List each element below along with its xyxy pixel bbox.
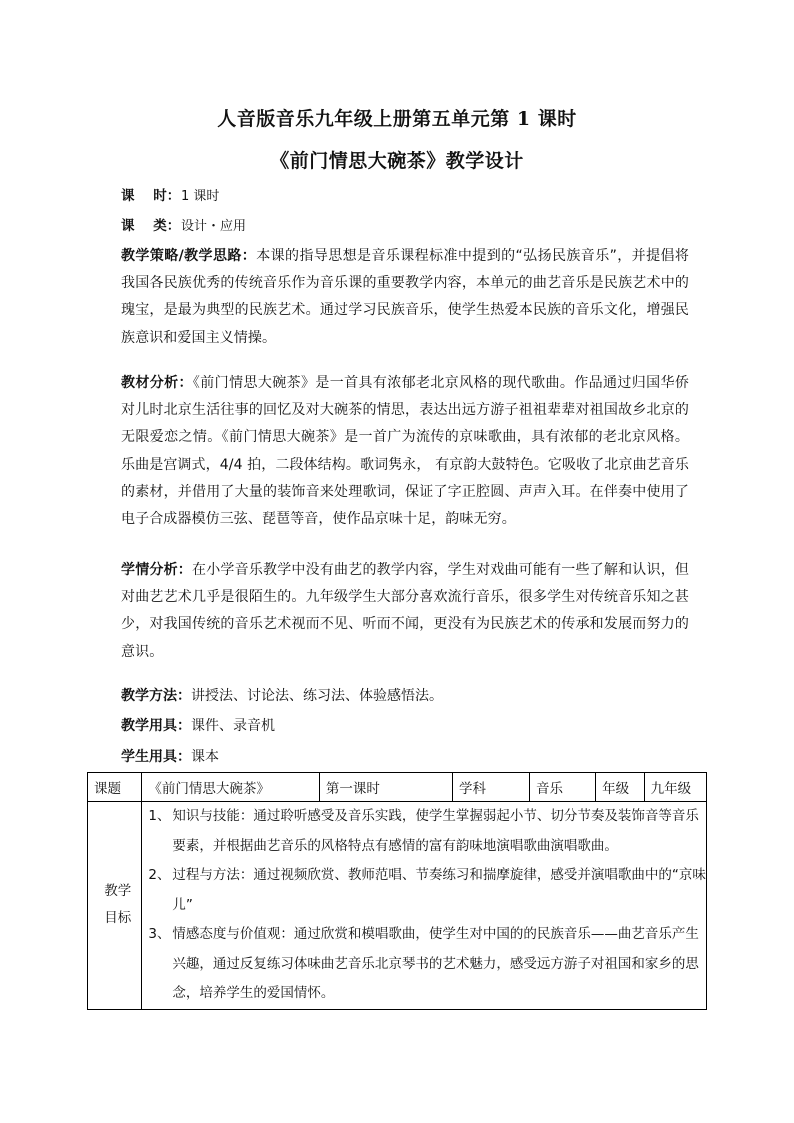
learners-section	[121, 557, 689, 666]
type-value: 设计・应用	[181, 219, 247, 234]
goals-label-cell	[88, 802, 142, 1010]
lesson-info-table	[87, 772, 707, 1010]
student-tools-label: 学生用具：	[121, 749, 191, 765]
tools-text: 课件、录音机	[191, 718, 275, 734]
methods-line	[121, 685, 443, 707]
topic-value-cell: 《前门情思大碗茶》	[142, 773, 320, 802]
methods-label: 教学方法：	[121, 688, 191, 704]
goal-number: 2、	[148, 867, 171, 883]
tools-line	[121, 715, 275, 737]
goal-item	[148, 802, 706, 861]
grade-value-cell: 九年级	[644, 773, 706, 802]
period-label: 课 时：	[121, 188, 181, 204]
table-row	[88, 802, 707, 1010]
goal-item	[148, 861, 706, 920]
learners-text: 在小学音乐教学中没有曲艺的教学内容，学生对戏曲可能有一些了解和认识，但对曲艺艺术几乎是很陌生的。九年级学生大部分喜欢流行音乐，很多学生对传统音乐知之甚少，对我国传统的音乐艺术视而不见、听而不闻，更没有为民族艺术的传承和发展而努力的意识。	[121, 562, 690, 660]
goal-number: 3、	[148, 926, 171, 942]
material-text: 《前门情思大碗茶》是一首具有浓郁老北京风格的现代歌曲。作品通过归国华侨对儿时北京生活往事的回忆及对大碗茶的情思，表达出远方游子祖祖辈辈对祖国故乡北京的无限爱恋之情。《前门情思大碗茶》是一首广为流传的京味歌曲，具有浓郁的老北京风格。乐曲是宫调式，4/4 拍，二段体结构。歌词隽永， 有京韵大鼓特色。它吸收了北京曲艺音乐的素材，并借用了大量的装饰音来处理歌词，保证了字正腔圆、声声入耳。在伴奏中使用了电子合成器模仿三弦、琵琶等音，使作品京味十足，韵味无穷。	[121, 375, 690, 528]
period-value: 1 课时	[181, 189, 220, 204]
subject-label-cell: 学科	[452, 773, 529, 802]
strategy-text: 本课的指导思想是音乐课程标准中提到的“弘扬民族音乐”，并提倡将我国各民族优秀的传统音乐作为音乐课的重要教学内容，本单元的曲艺音乐是民族艺术中的瑰宝，是最为典型的民族艺术。通过学习民族音乐，使学生热爱本民族的音乐文化，增强民族意识和爱国主义情操。	[121, 248, 689, 346]
goal-text: 过程与方法：通过视频欣赏、教师范唱、节奏练习和揣摩旋律，感受并演唱歌曲中的“京味儿”	[172, 867, 706, 913]
type-label: 课 类：	[121, 218, 181, 234]
document-title: 人音版音乐九年级上册第五单元第 1 课时	[217, 108, 577, 130]
strategy-section	[121, 243, 689, 352]
learners-label: 学情分析：	[121, 562, 193, 578]
goals-label-line2: 目标	[104, 910, 132, 927]
lesson-period-cell: 第一课时	[319, 773, 452, 802]
tools-label: 教学用具：	[121, 718, 191, 734]
table-row	[88, 773, 707, 802]
material-section	[121, 370, 689, 533]
methods-text: 讲授法、讨论法、练习法、体验感悟法。	[191, 688, 443, 704]
goals-cell	[142, 802, 707, 1010]
goal-number: 1、	[148, 808, 171, 824]
student-tools-line	[121, 746, 219, 768]
student-tools-text: 课本	[191, 749, 219, 765]
goal-text: 情感态度与价值观：通过欣赏和模唱歌曲，使学生对中国的的民族音乐——曲艺音乐产生兴趣，通过反复练习体味曲艺音乐北京琴书的艺术魅力，感受远方游子对祖国和家乡的思念，培养学生的爱国情怀。	[172, 926, 699, 1001]
goal-text: 知识与技能：通过聆听感受及音乐实践，使学生掌握弱起小节、切分节奏及装饰音等音乐要素，并根据曲艺音乐的风格特点有感情的富有韵味地演唱歌曲演唱歌曲。	[172, 808, 699, 854]
goals-label-line1: 教学	[104, 883, 132, 900]
type-line	[121, 216, 246, 237]
grade-label-cell: 年级	[596, 773, 645, 802]
document-subtitle: 《前门情思大碗茶》教学设计	[270, 150, 524, 172]
period-line	[121, 186, 219, 207]
strategy-label: 教学策略/教学思路：	[121, 248, 257, 264]
goal-item	[148, 920, 706, 1009]
topic-label-cell: 课题	[88, 773, 142, 802]
material-label: 教材分析：	[121, 375, 193, 391]
subject-value-cell: 音乐	[529, 773, 595, 802]
